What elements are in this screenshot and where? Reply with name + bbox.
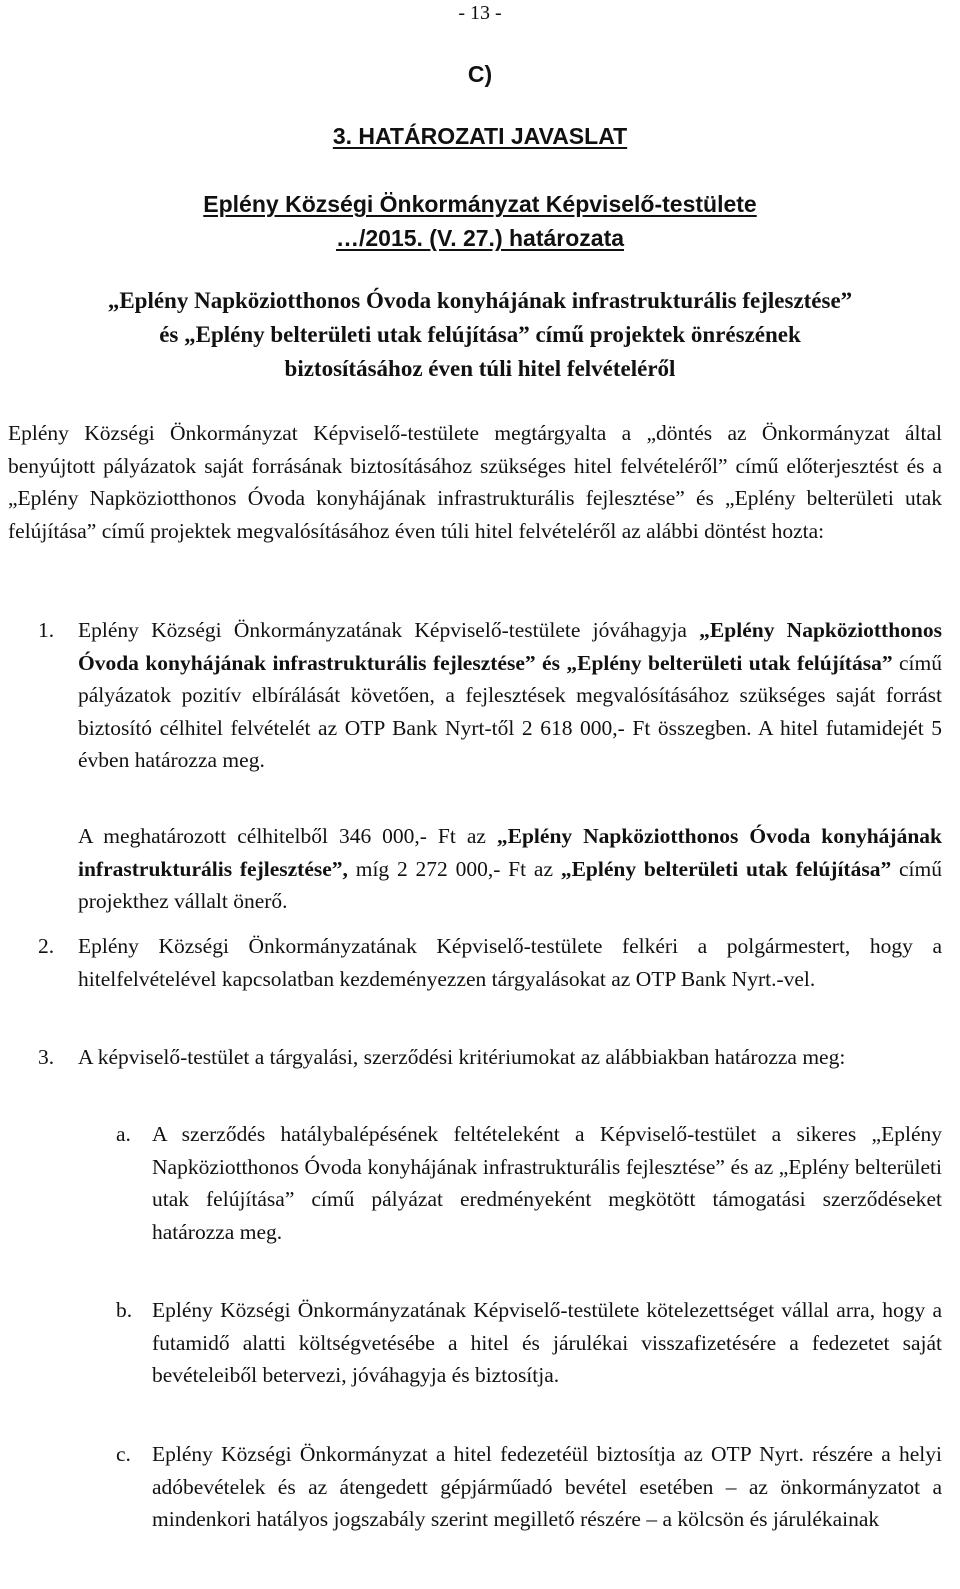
page-number: - 13 -	[458, 2, 502, 24]
item-text: Eplény Községi Önkormányzatának Képviselő-testülete felkéri a polgármestert, hogy a hitelfelvételével kapcsolatban kezdeményezzen tárgyalásokat az OTP Bank Nyrt.-vel.	[78, 934, 942, 991]
sub-item-letter: a.	[116, 1122, 131, 1146]
resolution-body-text: Eplény Községi Önkormányzat Képviselő-testülete	[203, 191, 757, 217]
resolution-number	[0, 222, 960, 254]
sub-item-letter: b.	[116, 1298, 133, 1322]
list-item-2	[38, 930, 942, 995]
sub-item-letter: c.	[116, 1442, 131, 1466]
resolution-title	[0, 284, 960, 386]
title-line: biztosításához éven túli hitel felvételéről	[284, 356, 676, 381]
item-text	[78, 820, 942, 918]
item-text-part: A meghatározott célhitelből 346 000,- Ft az	[78, 824, 497, 848]
sub-item-text: A szerződés hatálybalépésének feltételeként a Képviselő-testület a sikeres „Eplény Napköziotthonos Óvoda konyhájának infrastrukturális fejlesztése” és az „Eplény belterületi utak felújítása” című pályázat eredményeként megkötött támogatási szerződéseket határozza meg.	[152, 1122, 942, 1244]
list-item-1-sub	[78, 820, 942, 918]
item-number: 1.	[38, 618, 55, 642]
intro-paragraph: Eplény Községi Önkormányzat Képviselő-testülete megtárgyalta a „döntés az Önkormányzat által benyújtott pályázatok saját forrásának biztosításához szükséges hitel felvételéről” című előterjesztést és a „Eplény Napköziotthonos Óvoda konyhájának infrastrukturális fejlesztése” és „Eplény belterületi utak felújítása” című projektek megvalósításához éven túli hitel felvételéről az alábbi döntést hozta:	[8, 421, 942, 543]
resolution-number-text: …/2015. (V. 27.) határozata	[335, 225, 625, 251]
sub-item-b	[116, 1294, 942, 1392]
section-letter: C)	[467, 61, 493, 87]
item-text	[78, 614, 942, 777]
item-bold-part: „Eplény Napköziotthonos Óvoda konyhájának infrastrukturális fejlesztése”,	[78, 824, 942, 881]
title-line: „Eplény Napköziotthonos Óvoda konyhájának infrastrukturális fejlesztése”	[107, 288, 853, 313]
item-number: 2.	[38, 934, 55, 958]
sub-item-text: Eplény Községi Önkormányzat a hitel fedezetéül biztosítja az OTP Nyrt. részére a helyi adóbevételek és az átengedett gépjárműadó bevétel esetében – az önkormányzatot a mindenkori hatályos jogszabály szerint megillető részére – a kölcsön és járulékainak	[152, 1442, 942, 1531]
sub-item-c	[116, 1438, 942, 1536]
title-line: és „Eplény belterületi utak felújítása” című projektek önrészének	[159, 322, 801, 347]
item-number: 3.	[38, 1045, 55, 1069]
item-text-part: Eplény Községi Önkormányzatának Képviselő-testülete jóváhagyja	[78, 618, 700, 642]
list-item-3	[38, 1041, 942, 1074]
resolution-body	[0, 188, 960, 220]
item-text-part: míg 2 272 000,- Ft az	[347, 856, 561, 881]
list-item-1	[38, 614, 942, 777]
item-text: A képviselő-testület a tárgyalási, szerződési kritériumokat az alábbiakban határozza meg:	[78, 1045, 846, 1069]
sub-item-a	[116, 1118, 942, 1248]
proposal-heading	[0, 120, 960, 152]
sub-item-text: Eplény Községi Önkormányzatának Képviselő-testülete kötelezettséget vállal arra, hogy a futamidő alatti költségvetésébe a hitel és járulékai visszafizetésére a fedezetet saját bevételeiből betervezi, jóváhagyja és biztosítja.	[152, 1298, 942, 1387]
item-text-part: című projekthez vállalt önerő.	[78, 856, 942, 913]
item-bold-part: „Eplény Napköziotthonos Óvoda konyhájának infrastrukturális fejlesztése” és „Eplény belterületi utak felújítása”	[78, 618, 942, 675]
item-text-part: című pályázatok pozitív elbírálását követően, a fejlesztések megvalósításához szükséges saját forrást biztosító célhitel felvételét az OTP Bank Nyrt-től 2 618 000,- Ft összegben. A hitel futamidejét 5 évben határozza meg.	[78, 650, 942, 772]
item-bold-part: „Eplény belterületi utak felújítása”	[560, 856, 892, 881]
proposal-heading-text: 3. HATÁROZATI JAVASLAT	[332, 123, 628, 149]
